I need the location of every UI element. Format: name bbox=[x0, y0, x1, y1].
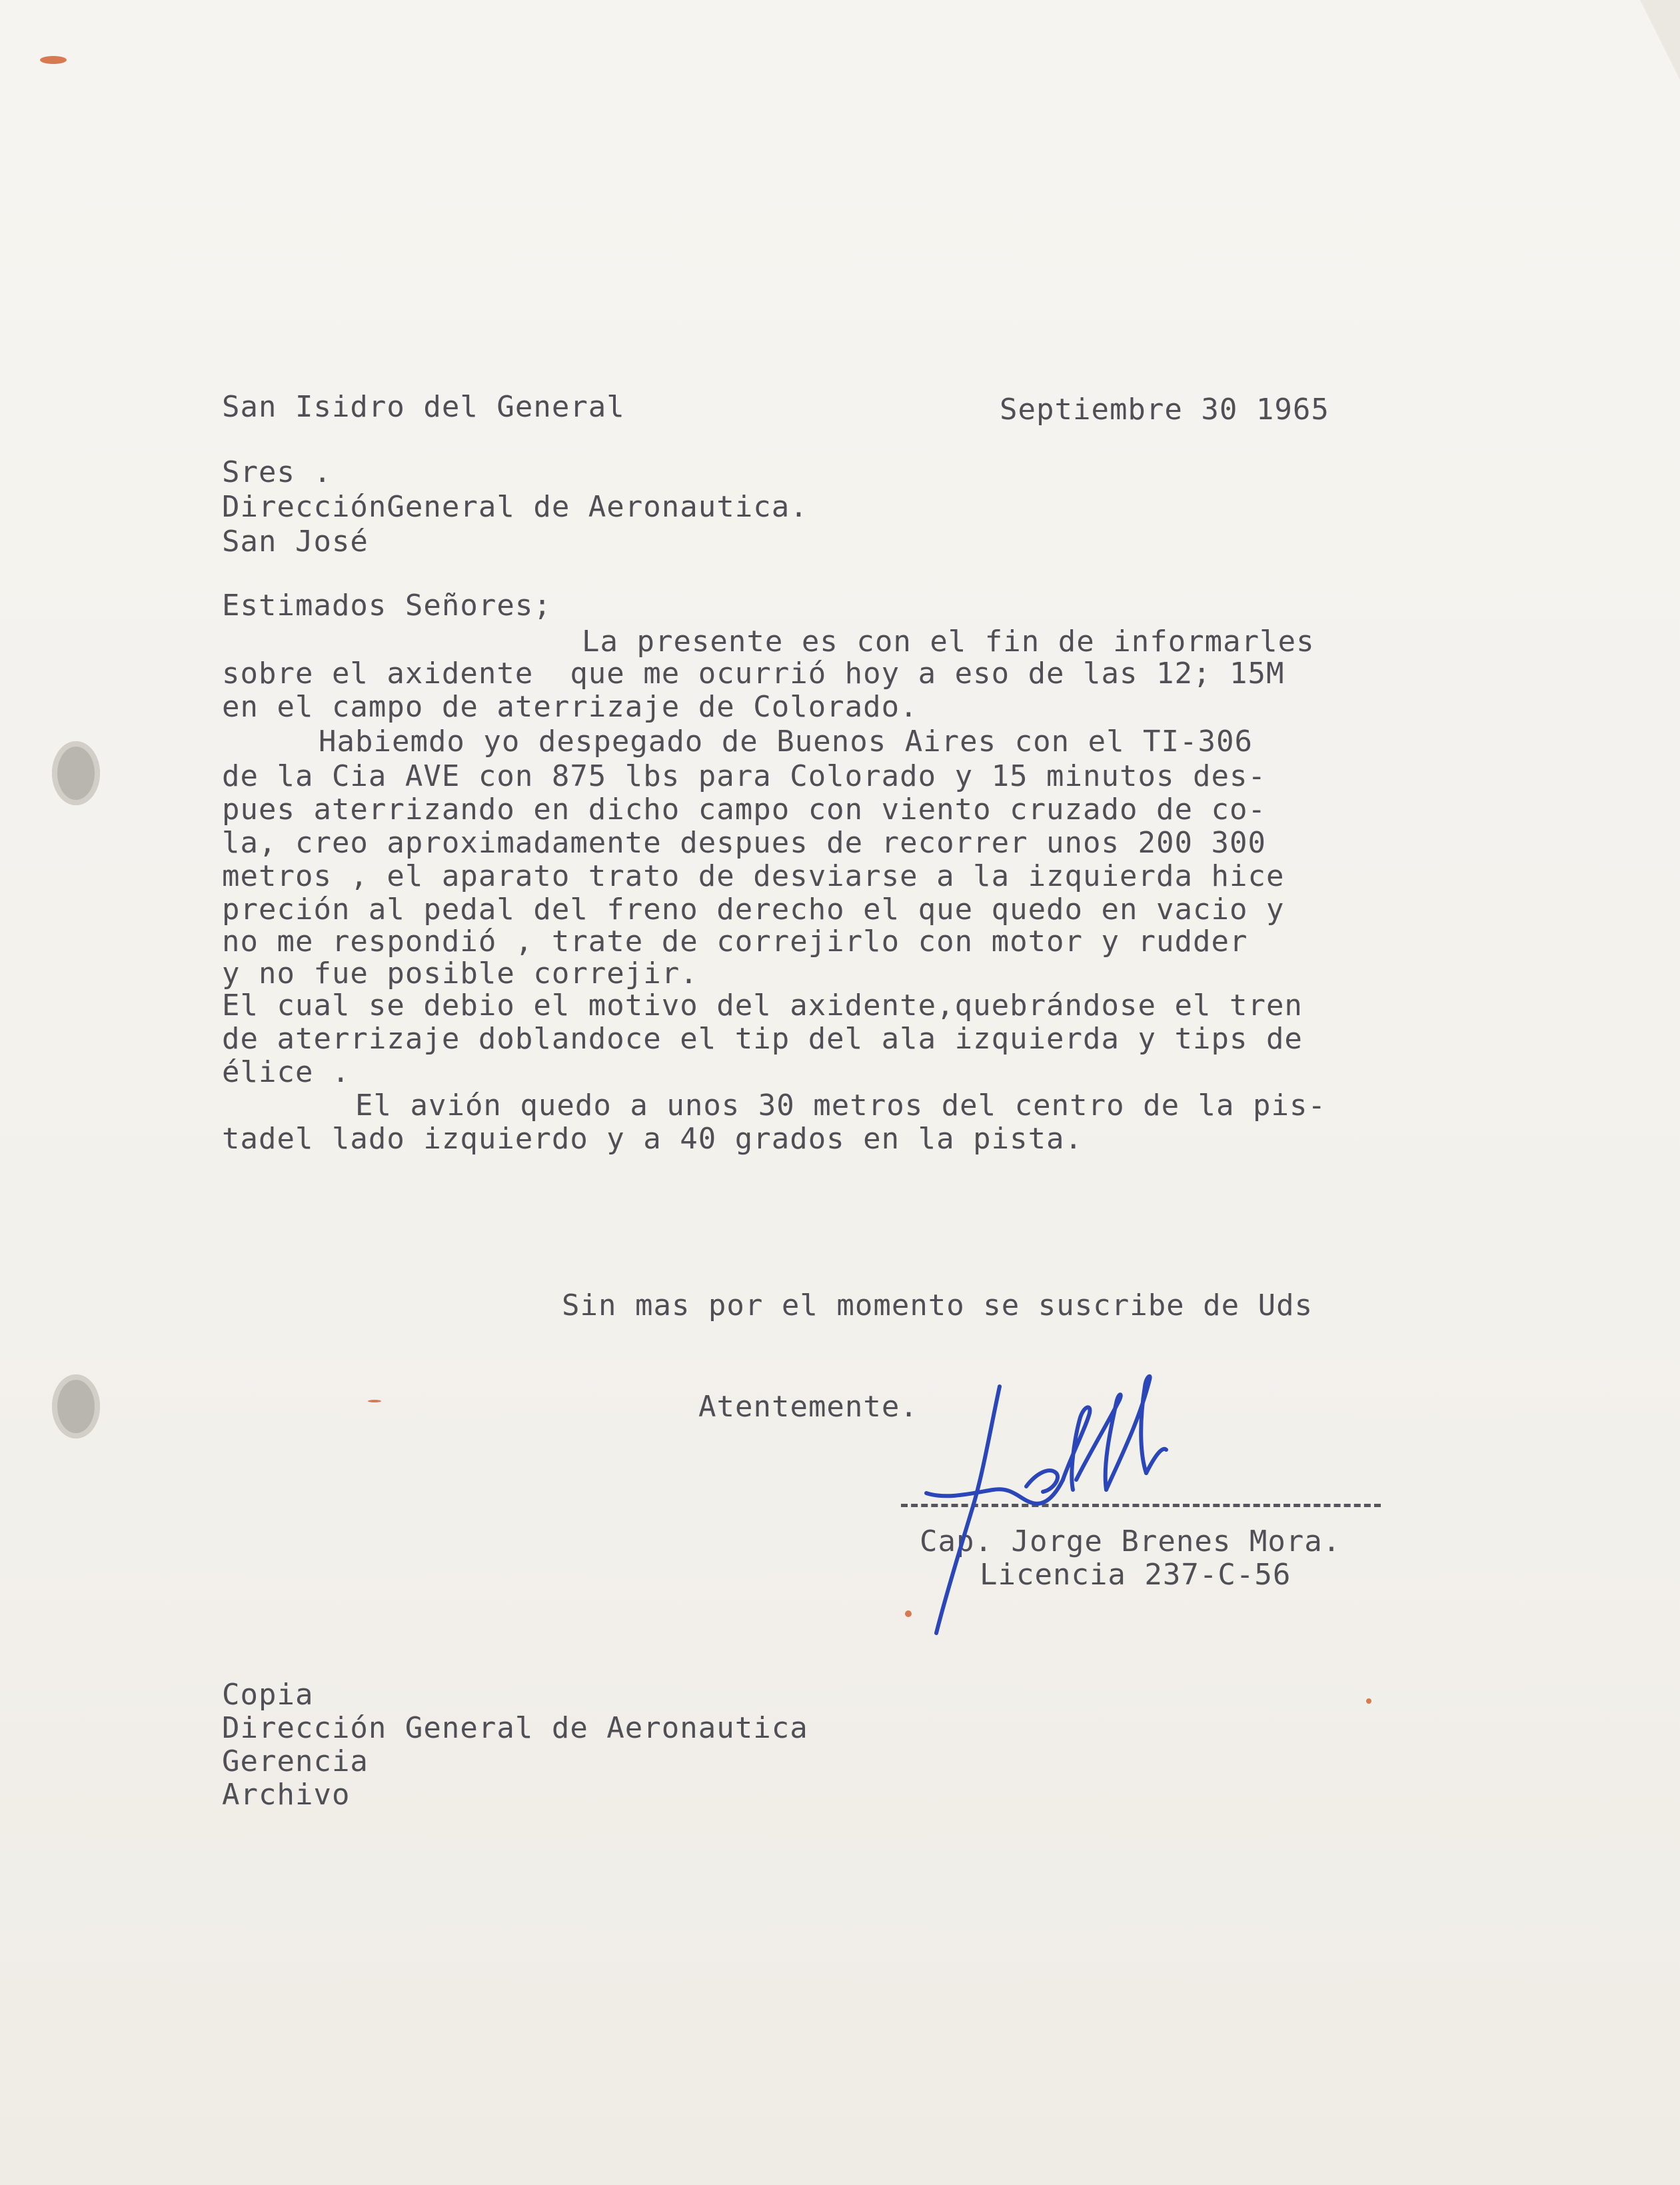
body-line: tadel lado izquierdo y a 40 grados en la pista. bbox=[222, 1122, 1084, 1156]
copies-item: Archivo bbox=[222, 1778, 351, 1812]
body-line: metros , el aparato trato de desviarse a la izquierda hice bbox=[222, 859, 1285, 893]
body-line: preción al pedal del freno derecho el que quedo en vacio y bbox=[222, 893, 1285, 927]
greeting: Estimados Señores; bbox=[222, 589, 552, 623]
body-line: de la Cia AVE con 875 lbs para Colorado y 15 minutos des- bbox=[222, 759, 1266, 793]
body-line: en el campo de aterrizaje de Colorado. bbox=[222, 690, 918, 724]
body-line: El avión quedo a unos 30 metros del centro de la pis- bbox=[355, 1089, 1326, 1122]
copies-heading: Copia bbox=[222, 1678, 314, 1712]
body-line: sobre el axidente que me ocurrió hoy a eso de las 12; 15M bbox=[222, 657, 1285, 691]
body-line: Habiemdo yo despegado de Buenos Aires con el TI-306 bbox=[319, 725, 1254, 759]
punch-hole-top bbox=[52, 741, 100, 805]
recipient-line-1: DirecciónGeneral de Aeronautica. bbox=[222, 490, 808, 524]
rust-speck bbox=[1366, 1698, 1371, 1704]
rust-speck bbox=[905, 1610, 912, 1617]
copies-item: Gerencia bbox=[222, 1744, 369, 1778]
handwritten-signature bbox=[920, 1373, 1206, 1653]
body-line: la, creo aproximadamente despues de recorrer unos 200 300 bbox=[222, 826, 1266, 860]
date-line: Septiembre 30 1965 bbox=[1000, 393, 1329, 427]
body-line: y no fue posible correjir. bbox=[222, 957, 698, 991]
body-line: no me respondió , trate de correjirlo con motor y rudder bbox=[222, 925, 1248, 959]
closing-line: Sin mas por el momento se suscribe de Uds bbox=[562, 1288, 1313, 1322]
recipient-line-2: San José bbox=[222, 525, 369, 559]
punch-hole-bottom bbox=[52, 1374, 100, 1438]
signer-name: Cap. Jorge Brenes Mora. bbox=[920, 1524, 1341, 1558]
place-line: San Isidro del General bbox=[222, 390, 625, 424]
body-line: de aterrizaje doblandoce el tip del ala izquierda y tips de bbox=[222, 1022, 1303, 1056]
signer-license: Licencia 237-C-56 bbox=[980, 1558, 1291, 1592]
folded-corner bbox=[1640, 0, 1680, 80]
body-line: El cual se debio el motivo del axidente,quebrándose el tren bbox=[222, 989, 1303, 1023]
rust-speck bbox=[368, 1400, 381, 1402]
body-line: élice . bbox=[222, 1055, 351, 1089]
recipient-salutation: Sres . bbox=[222, 455, 332, 489]
body-line: pues aterrizando en dicho campo con viento cruzado de co- bbox=[222, 793, 1266, 827]
body-line: La presente es con el fin de informarles bbox=[582, 625, 1315, 659]
rust-speck bbox=[40, 56, 67, 64]
copies-item: Dirección General de Aeronautica bbox=[222, 1711, 808, 1745]
regards-line: Atentemente. bbox=[698, 1390, 918, 1424]
